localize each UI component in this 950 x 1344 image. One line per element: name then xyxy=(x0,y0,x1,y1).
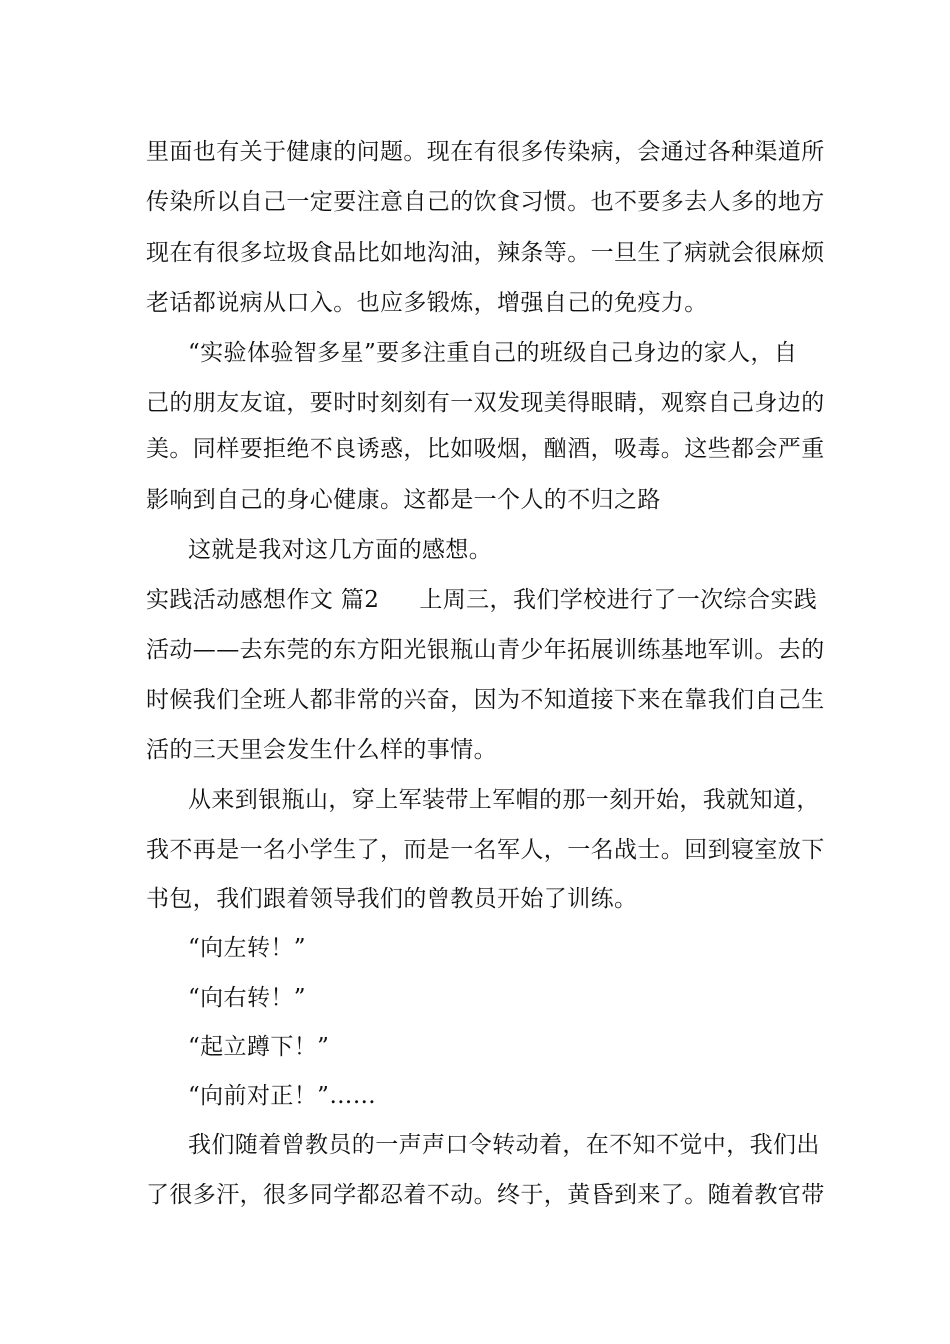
text-line: 里面也有关于健康的问题。现在有很多传染病，会通过各种渠道所 xyxy=(146,139,825,165)
text-line: 现在有很多垃圾食品比如地沟油，辣条等。一旦生了病就会很麻烦 xyxy=(146,240,825,266)
text-line: 书包，我们跟着领导我们的曾教员开始了训练。 xyxy=(146,886,638,912)
text-line: 了很多汗，很多同学都忍着不动。终于，黄昏到来了。随着教官带 xyxy=(146,1182,825,1208)
dialogue-line: “向左转！” xyxy=(188,935,306,961)
section-heading: 实践活动感想作文 篇2 xyxy=(146,587,380,613)
text-line: 这就是我对这几方面的感想。 xyxy=(188,537,493,563)
text-line: 己的朋友友谊，要时时刻刻有一双发现美得眼睛，观察自己身边的 xyxy=(146,390,825,416)
dialogue-line: “向前对正！”…… xyxy=(188,1083,377,1109)
text-line: 美。同样要拒绝不良诱惑，比如吸烟，酗酒，吸毒。这些都会严重 xyxy=(146,436,825,462)
text-line: 老话都说病从口入。也应多锻炼，增强自己的免疫力。 xyxy=(146,290,708,316)
dialogue-line: “起立蹲下！” xyxy=(188,1034,330,1060)
text-line: 影响到自己的身心健康。这都是一个人的不归之路 xyxy=(146,487,661,513)
text-line: 我不再是一名小学生了，而是一名军人，一名战士。回到寝室放下 xyxy=(146,837,825,863)
text-line: 我们随着曾教员的一声声口令转动着，在不知不觉中，我们出 xyxy=(188,1132,820,1158)
text-line: “实验体验智多星”要多注重自己的班级自己身边的家人，自 xyxy=(188,340,798,366)
section-heading-line xyxy=(146,585,817,615)
text-line: 活动——去东莞的东方阳光银瓶山青少年拓展训练基地军训。去的 xyxy=(146,637,825,663)
text-line: 活的三天里会发生什么样的事情。 xyxy=(146,737,497,763)
dialogue-line: “向右转！” xyxy=(188,985,306,1011)
text-line: 时候我们全班人都非常的兴奋，因为不知道接下来在靠我们自己生 xyxy=(146,687,825,713)
text-line: 上周三，我们学校进行了一次综合实践 xyxy=(419,587,818,613)
text-line: 传染所以自己一定要注意自己的饮食习惯。也不要多去人多的地方 xyxy=(146,189,825,215)
text-line: 从来到银瓶山，穿上军装带上军帽的那一刻开始，我就知道， xyxy=(188,787,820,813)
